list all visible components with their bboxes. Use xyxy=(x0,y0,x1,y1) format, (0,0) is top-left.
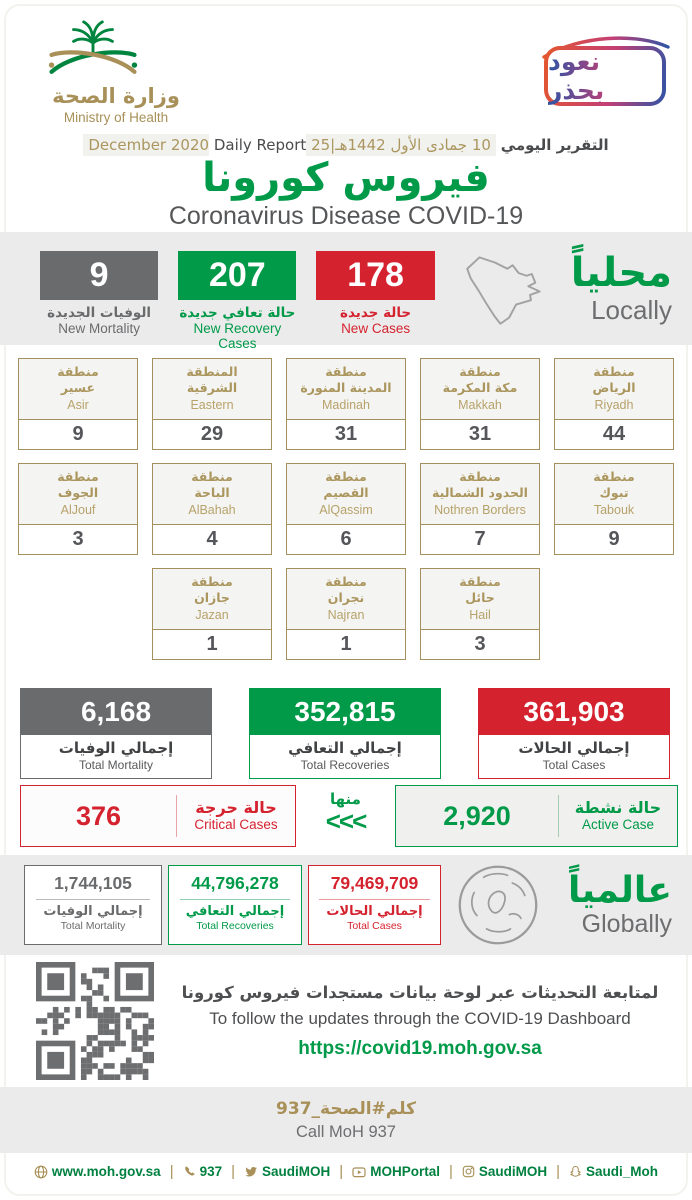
locally-title xyxy=(571,251,674,326)
ministry-name-english: Ministry of Health xyxy=(63,110,169,125)
region-name-ar-line: منطقة xyxy=(191,469,233,484)
divider xyxy=(180,899,291,900)
region-name-ar-line: الشرقية xyxy=(186,380,238,396)
dashboard-section xyxy=(36,960,672,1082)
divider: | xyxy=(231,1163,236,1180)
new-cases-stat xyxy=(316,251,434,336)
region-name-ar-line: منطقة xyxy=(57,364,99,379)
critical-active-row xyxy=(20,784,678,848)
region-name-ar-line: نجران xyxy=(327,590,365,606)
region-card-jazan xyxy=(152,568,272,660)
left-arrows-icon: <<< xyxy=(325,806,366,836)
total-cases-card xyxy=(478,688,670,779)
region-card-albahah xyxy=(152,463,272,555)
global-cases-value: 79,469,709 xyxy=(330,873,419,893)
new-mortality-value: 9 xyxy=(40,251,158,300)
new-cases-label-en: New Cases xyxy=(341,321,411,336)
footer-website-link[interactable] xyxy=(34,1164,161,1179)
footer-link-text: 937 xyxy=(199,1164,223,1179)
phone-icon xyxy=(183,1165,196,1178)
region-name-ar-line: منطقة xyxy=(57,469,99,484)
region-name-ar-line: الرياض xyxy=(592,380,636,396)
total-recoveries-label-ar: إجمالي التعافي xyxy=(288,739,402,757)
global-recoveries-label-ar: إجمالي التعافي xyxy=(185,904,285,919)
return-with-caution-badge xyxy=(544,46,666,106)
critical-cases-label-en: Critical Cases xyxy=(194,817,278,833)
footer-links xyxy=(0,1163,692,1180)
ministry-name-arabic: وزارة الصحة xyxy=(52,84,180,108)
region-name-en: Eastern xyxy=(190,397,234,412)
divider: | xyxy=(448,1163,453,1180)
region-name-ar-line: منطقة xyxy=(593,364,635,379)
moh-logo xyxy=(30,16,202,125)
region-name-ar-line: منطقة xyxy=(593,469,635,484)
of-which-indicator xyxy=(296,790,395,834)
region-card-alqassim xyxy=(286,463,406,555)
disease-title-english: Coronavirus Disease COVID-19 xyxy=(168,202,524,230)
footer-twitter-link[interactable] xyxy=(244,1164,330,1179)
global-mortality-value: 1,744,105 xyxy=(54,873,132,893)
globally-title xyxy=(568,871,676,940)
total-mortality-label-en: Total Mortality xyxy=(78,758,154,772)
region-name-en: Jazan xyxy=(195,607,229,622)
region-name-en: AlBahah xyxy=(188,502,236,517)
region-card-madinah xyxy=(286,358,406,450)
divider: | xyxy=(169,1163,174,1180)
region-name-en: AlQassim xyxy=(319,502,373,517)
region-name-en: Madinah xyxy=(322,397,370,412)
region-card-najran xyxy=(286,568,406,660)
region-name-ar-line: الحدود الشمالية xyxy=(432,485,528,501)
total-cases-label-en: Total Cases xyxy=(542,758,606,772)
qr-code xyxy=(36,962,154,1080)
of-which-label: منها xyxy=(330,790,361,808)
divider xyxy=(319,899,429,900)
globally-section xyxy=(0,855,692,955)
dashboard-text xyxy=(154,983,672,1060)
region-new-cases: 7 xyxy=(421,525,539,554)
global-mortality-label-en: Total Mortality xyxy=(60,920,126,932)
locally-title-english: Locally xyxy=(591,295,672,325)
call-moh-english: Call MoH 937 xyxy=(296,1123,396,1141)
region-name-ar-line: حائل xyxy=(465,590,495,606)
new-cases-value: 178 xyxy=(316,251,434,300)
region-card-hail xyxy=(420,568,540,660)
region-new-cases: 9 xyxy=(555,525,673,554)
total-cases-label-ar: إجمالي الحالات xyxy=(518,739,630,757)
saudi-totals-row xyxy=(20,688,670,779)
region-card-northern-borders xyxy=(420,463,540,555)
critical-cases-value: 376 xyxy=(75,800,122,831)
region-card-riyadh xyxy=(554,358,674,450)
region-new-cases: 1 xyxy=(287,630,405,659)
region-name-en: Asir xyxy=(67,397,89,412)
report-date: 10 جمادى الأول 1442هـ|25 December 2020 xyxy=(83,134,496,156)
global-cases-label-en: Total Cases xyxy=(347,920,402,932)
region-name-ar-line: منطقة xyxy=(459,469,501,484)
global-recoveries-label-en: Total Recoveries xyxy=(196,920,274,932)
new-mortality-label-ar: الوفيات الجديدة xyxy=(47,305,152,321)
new-recoveries-label-en: New Recovery Cases xyxy=(193,321,282,351)
region-new-cases: 3 xyxy=(421,630,539,659)
region-name-ar-line: منطقة xyxy=(459,364,501,379)
locally-section xyxy=(0,232,692,351)
new-recoveries-value: 207 xyxy=(178,251,296,300)
active-cases-label-en: Active Case xyxy=(581,817,655,833)
divider: | xyxy=(556,1163,561,1180)
active-cases-value: 2,920 xyxy=(443,800,511,831)
critical-cases-label-ar: حالة حرجة xyxy=(195,798,277,818)
moh-palm-swords-icon xyxy=(30,16,202,82)
report-title-arabic: التقرير اليومي xyxy=(500,136,609,154)
region-name-en: Najran xyxy=(327,607,365,622)
globally-title-arabic: عالمياً xyxy=(568,869,672,911)
locally-title-arabic: محلياً xyxy=(570,250,672,296)
new-recoveries-stat xyxy=(178,251,296,351)
global-mortality-label-ar: إجمالي الوفيات xyxy=(43,904,143,919)
region-card-makkah xyxy=(420,358,540,450)
region-name-en: Makkah xyxy=(458,397,502,412)
region-name-ar-line: منطقة xyxy=(325,469,367,484)
divider: | xyxy=(339,1163,344,1180)
region-name-ar-line: المنطقة xyxy=(186,364,238,379)
globe-icon xyxy=(34,1165,48,1179)
region-name-ar-line: منطقة xyxy=(325,574,367,589)
dashboard-url-link[interactable]: https://covid19.moh.gov.sa xyxy=(298,1037,542,1059)
new-cases-label-ar: حالة جديدة xyxy=(340,305,412,321)
region-card-eastern xyxy=(152,358,272,450)
region-name-ar-line: الجوف xyxy=(57,485,99,501)
region-new-cases: 29 xyxy=(153,420,271,449)
footer-link-text: SaudiMOH xyxy=(262,1164,331,1179)
region-new-cases: 4 xyxy=(153,525,271,554)
total-recoveries-card xyxy=(249,688,441,779)
region-new-cases: 44 xyxy=(555,420,673,449)
twitter-icon xyxy=(244,1165,258,1179)
region-name-ar-line: منطقة xyxy=(459,574,501,589)
report-date-line xyxy=(0,136,692,154)
critical-cases-card xyxy=(20,785,296,847)
region-name-en: Hail xyxy=(469,607,491,622)
total-mortality-value: 6,168 xyxy=(21,689,211,735)
instagram-icon xyxy=(462,1165,475,1178)
active-cases-card xyxy=(395,785,678,847)
new-mortality-stat xyxy=(40,251,158,336)
globally-title-english: Globally xyxy=(581,910,672,939)
snapchat-icon xyxy=(569,1165,582,1178)
global-cases-label-ar: إجمالي الحالات xyxy=(326,904,423,919)
region-new-cases: 31 xyxy=(287,420,405,449)
region-new-cases: 31 xyxy=(421,420,539,449)
footer-snapchat-link[interactable] xyxy=(569,1164,658,1179)
region-name-ar-line: جازان xyxy=(194,590,230,606)
footer-phone-link[interactable] xyxy=(183,1164,223,1179)
region-name-ar-line: المدينة المنورة xyxy=(300,380,392,396)
region-new-cases: 1 xyxy=(153,630,271,659)
total-cases-value: 361,903 xyxy=(479,689,669,735)
region-name-ar-line: منطقة xyxy=(191,574,233,589)
dashboard-line-arabic: لمتابعة التحديثات عبر لوحة بيانات مستجدات فيروس كورونا xyxy=(181,982,659,1002)
region-card-asir xyxy=(18,358,138,450)
total-recoveries-value: 352,815 xyxy=(250,689,440,735)
region-name-ar-line: مكة المكرمة xyxy=(442,380,518,396)
region-card-aljouf xyxy=(18,463,138,555)
global-mortality-card xyxy=(24,865,162,945)
globe-icon xyxy=(455,862,541,948)
total-mortality-label-ar: إجمالي الوفيات xyxy=(58,739,174,757)
region-new-cases: 3 xyxy=(19,525,137,554)
region-name-ar-line: القصيم xyxy=(323,485,369,501)
active-cases-label-ar: حالة نشطة xyxy=(574,798,662,818)
footer-instagram-link[interactable] xyxy=(462,1164,547,1179)
youtube-icon xyxy=(352,1165,366,1179)
saudi-arabia-map-icon xyxy=(455,247,551,335)
footer-link-text: Saudi_Moh xyxy=(586,1164,659,1179)
region-name-ar-line: الباحة xyxy=(194,485,230,501)
report-title-english: Daily Report xyxy=(213,136,307,154)
footer-youtube-link[interactable] xyxy=(352,1164,440,1179)
region-new-cases: 6 xyxy=(287,525,405,554)
footer-link-text: SaudiMOH xyxy=(478,1164,548,1179)
footer-link-text: www.moh.gov.sa xyxy=(51,1164,161,1179)
new-recoveries-label-ar: حالة تعافي جديدة xyxy=(179,305,296,321)
region-new-cases: 9 xyxy=(19,420,137,449)
global-recoveries-value: 44,796,278 xyxy=(191,873,279,893)
global-recoveries-card xyxy=(168,865,302,945)
region-name-en: Nothren Borders xyxy=(434,502,526,517)
region-name-en: AlJouf xyxy=(60,502,96,517)
disease-title-arabic: فيروس كورونا xyxy=(202,155,490,201)
region-name-en: Tabouk xyxy=(593,502,635,517)
total-recoveries-label-en: Total Recoveries xyxy=(300,758,390,772)
total-mortality-card xyxy=(20,688,212,779)
regions-grid xyxy=(18,358,674,660)
call-hashtag-arabic: كلم#الصحة_937 xyxy=(276,1099,416,1119)
new-mortality-label-en: New Mortality xyxy=(58,321,140,336)
badge-text: نعود بحذر xyxy=(548,47,662,105)
region-name-ar-line: عسير xyxy=(60,380,96,396)
global-cases-card xyxy=(308,865,441,945)
region-name-en: Riyadh xyxy=(594,397,634,412)
divider xyxy=(36,899,150,900)
region-name-ar-line: منطقة xyxy=(325,364,367,379)
region-card-tabouk xyxy=(554,463,674,555)
region-name-ar-line: تبوك xyxy=(599,485,629,501)
footer-link-text: MOHPortal xyxy=(370,1164,440,1179)
call-center-section xyxy=(0,1087,692,1153)
dashboard-line-english: To follow the updates through the COVID-19 Dashboard xyxy=(209,1008,631,1028)
